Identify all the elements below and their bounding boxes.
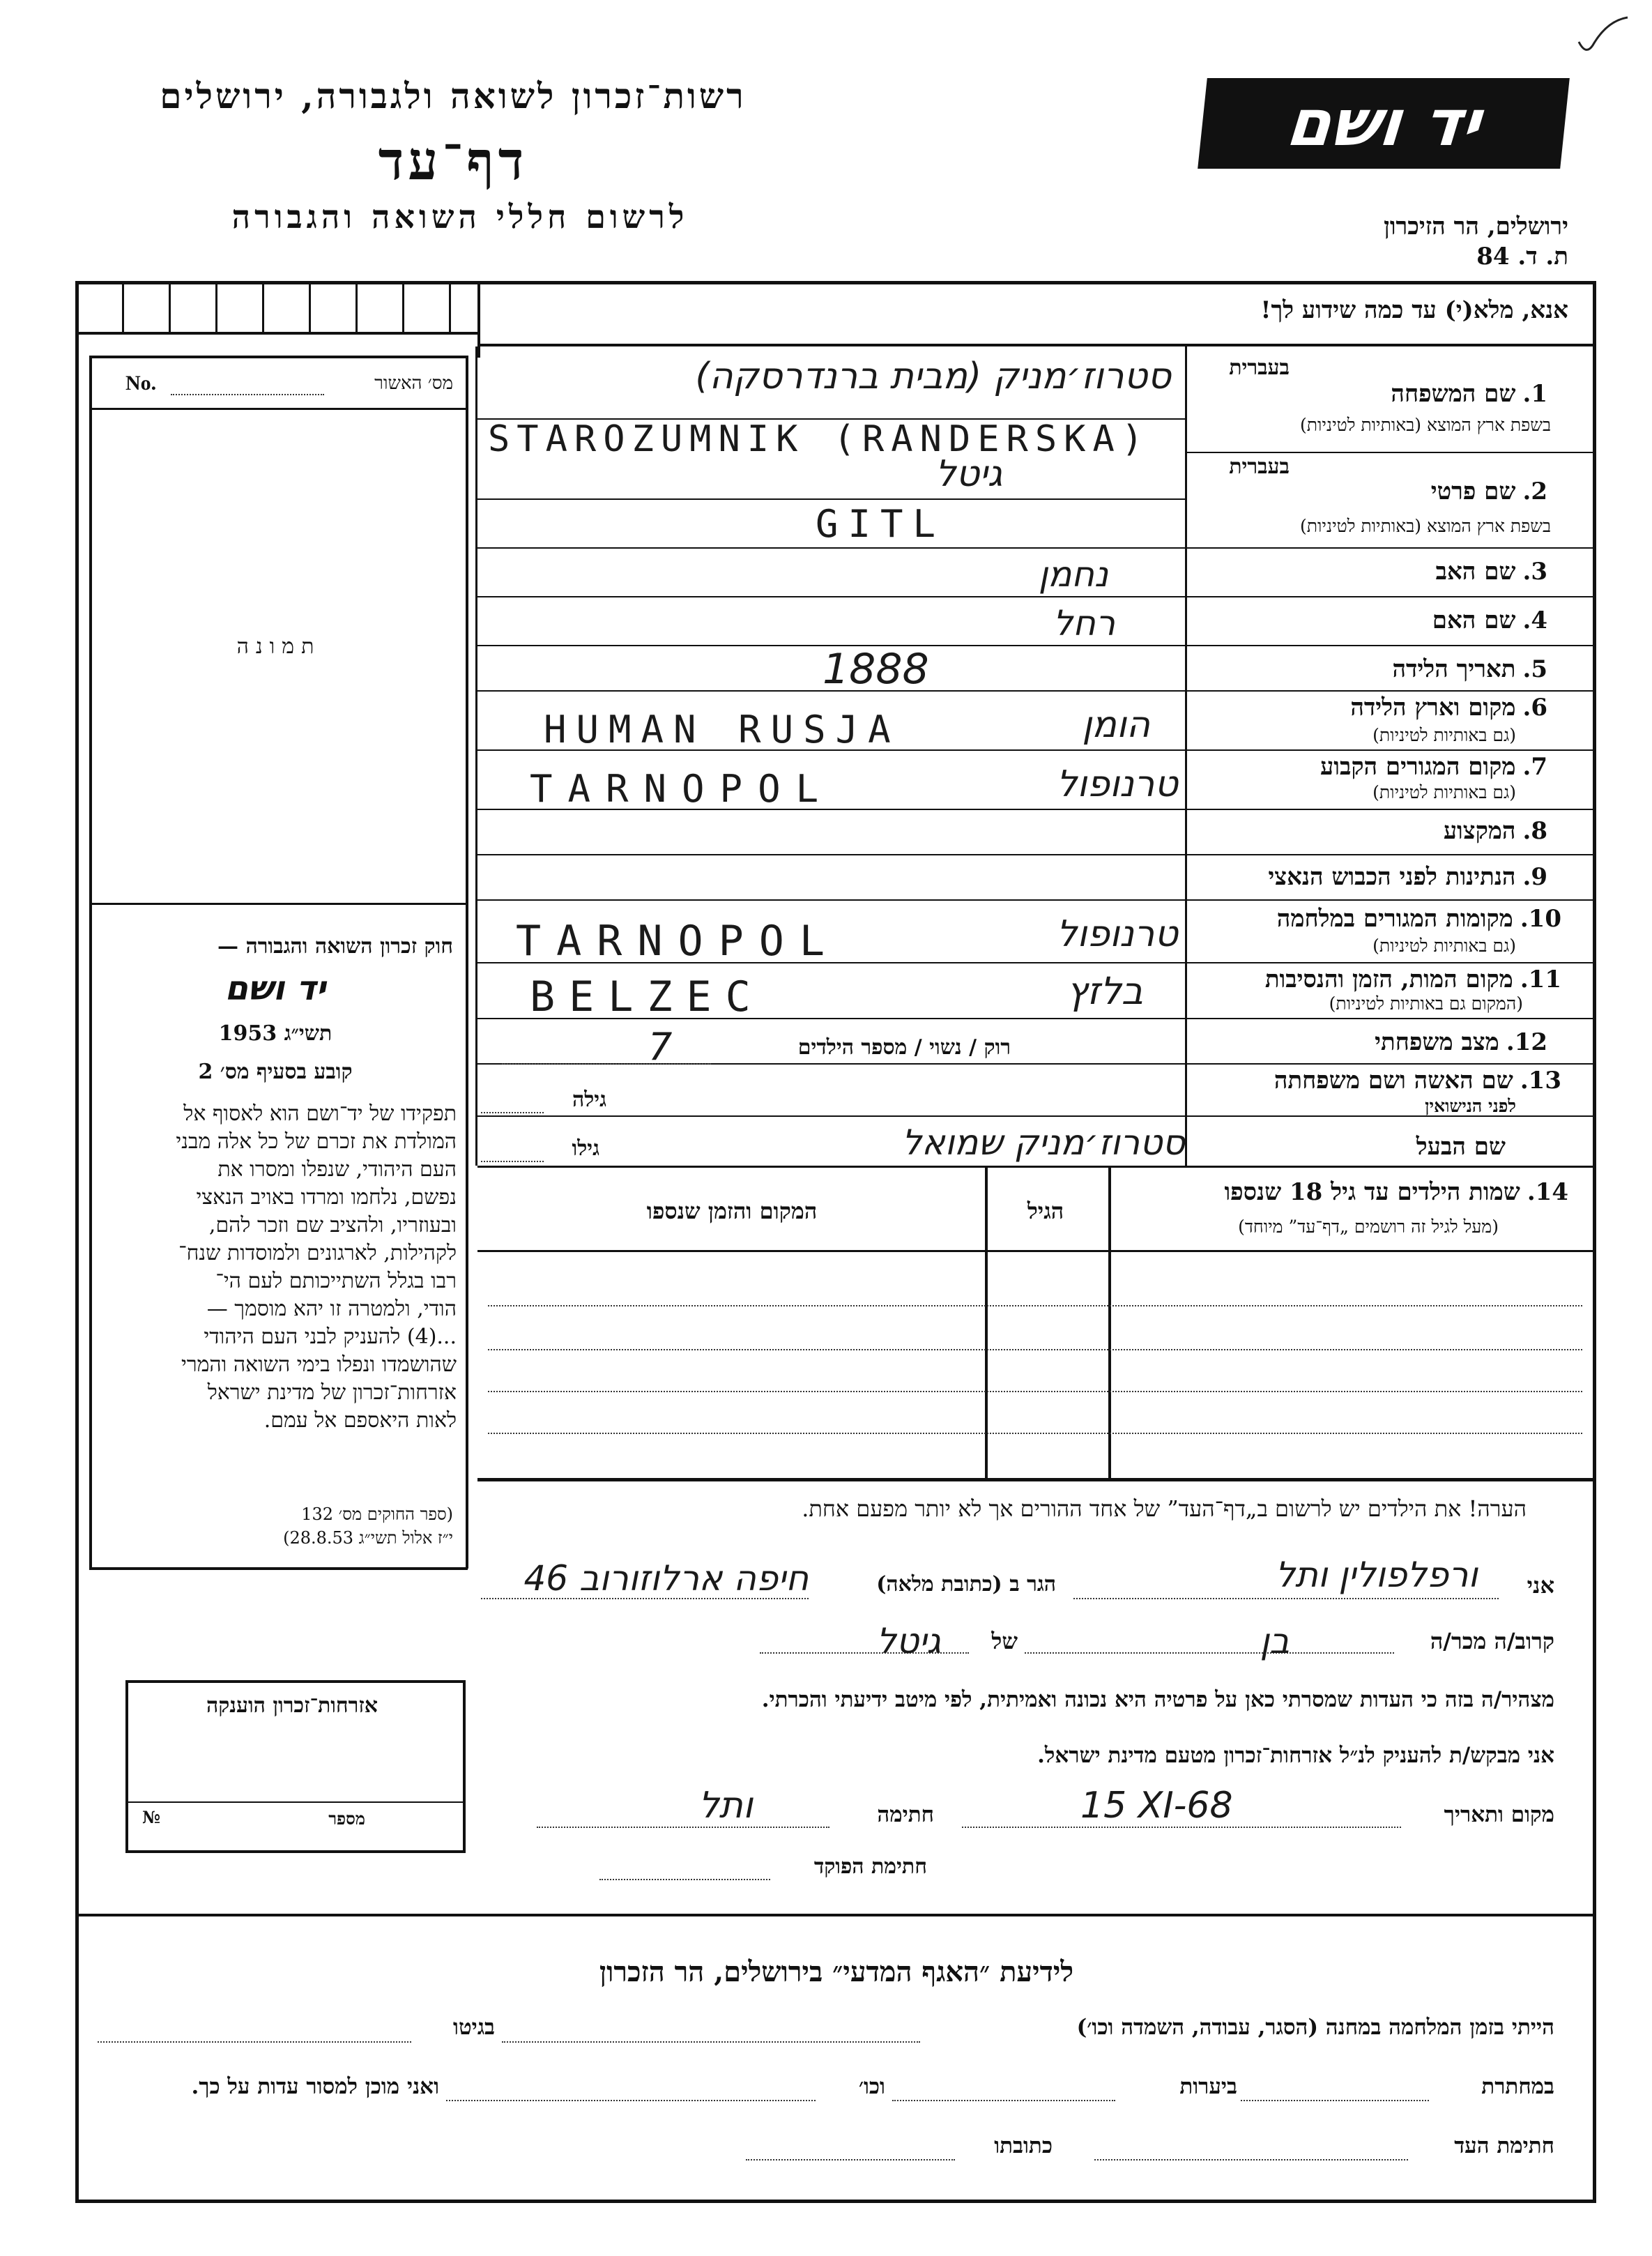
law-text-line: המולדת את זכרם של כל אלה מבני [176,1129,457,1154]
field-11-label [1192,966,1561,993]
handwritten-witness-address: חיפה ארלוזורוב 46 [523,1558,809,1599]
field-6-sub: (גם באותיות לטיניות) [1372,725,1516,745]
handwritten-given-latin: GITL [816,502,946,546]
handwritten-children-count: 7 [648,1025,673,1069]
law-text-line: אזרחות־זכרון של מדינת ישראל [207,1380,457,1405]
field-1-label [1199,380,1547,408]
field-2-label [1199,478,1547,505]
field-14-sub: (מעל לגיל זה רושמים „דף־עד” מיוחד) [1238,1217,1499,1237]
bottom-line-2-willing: ואני מוכן למסור עדות על כך. [191,2074,439,2099]
field-14-label [1108,1178,1568,1206]
field-11-sub: (המקום גם באותיות לטיניות) [1329,993,1523,1014]
handwritten-death-place-latin: BELZEC [530,973,765,1021]
declaration-line-1: מצהיר/ה בזה כי העדות שמסרתי כאן על פרטיה היא נכונה ואמיתית, לפי מיטב ידיעתי והכרתי. [761,1687,1554,1712]
bottom-line-1-camp: הייתי בזמן המלחמה במחנה (הסגר, עבודה, השמדה וכו׳) [1076,2015,1554,2040]
handwritten-father: נחמן [1038,554,1108,595]
law-text [94,1100,457,1435]
law-clause: קובע בסעיף מס׳ 2 [198,1060,353,1084]
handwritten-war-residence-hebrew: טרנופול [1056,913,1178,955]
bottom-line-1-ghetto: בגיטו [453,2015,495,2040]
age-label-wife: גילה [572,1088,606,1112]
law-text-line: לקהילות, לארגונים ולמוסדות שנח־ [178,1241,457,1265]
law-text-line: שהושמדו ונפלו בימי השואה והמרי [181,1352,457,1377]
field-2-name: שם פרטי [1430,478,1516,505]
citizenship-title: אזרחות־זכרון הוענקה [206,1693,378,1718]
field-3-label [1199,558,1547,586]
field-13-number: 13. [1520,1067,1561,1095]
handwritten-witness-name: ורפלפולין ותל [1275,1555,1478,1595]
field-1-hebrew-note: בעברית [1229,356,1290,380]
field-7-sub: (גם באותיות לטיניות) [1372,782,1516,802]
field-12-number: 12. [1506,1028,1547,1056]
field-9-label [1192,863,1547,891]
marital-options: רוק / נשוי / מספר הילדים [797,1035,1011,1060]
handwritten-date: 15 XI-68 [1080,1785,1233,1827]
handwritten-death-place-hebrew: בלזץ [1066,969,1143,1013]
handwritten-birth-place-latin: HUMAN RUSJA [544,708,901,752]
field-1-name: שם המשפחה [1391,380,1516,408]
law-text-line: תפקידו של יד־ושם הוא לאסוף אל [183,1102,457,1126]
address: ירושלים, הר הזיכרון [1384,213,1568,241]
handwritten-witness-relation: בן [1260,1621,1290,1661]
field-8-label [1199,817,1547,845]
field-14-name: שמות הילדים עד גיל 18 שנספו [1224,1178,1520,1206]
field-1-sub: בשפת ארץ המוצא (באותיות לטיניות) [1300,415,1551,435]
handwritten-signature: ותל [698,1785,753,1827]
field-9-name: הנתינות לפני הכבוש הנאצי [1268,863,1516,891]
field-14-number: 14. [1527,1178,1568,1206]
field-13-sub: לפני הנישואין [1425,1096,1516,1116]
field-11-number: 11. [1520,966,1561,993]
field-5-label [1199,655,1547,683]
declaration-line-2: אני מבקש/ת להעניק לנ״ל אזרחות־זכרון מטעם מדינת ישראל. [1037,1743,1554,1768]
field-10-label [1192,905,1561,933]
field-5-number: 5. [1522,655,1547,683]
field-3-number: 3. [1522,558,1547,586]
field-1-number: 1. [1522,380,1547,408]
field-11-name: מקום המות, הזמן והנסיבות [1264,966,1513,993]
handwritten-residence-latin: TARNOPOL [530,767,834,811]
yad-vashem-logo: יד ושם [1198,78,1570,169]
field-7-label [1199,753,1547,781]
field-10-sub: (גם באותיות לטיניות) [1372,936,1516,956]
bottom-line-2-etc: וכו׳ [858,2074,885,2099]
form-subtitle: לרשום חללי השואה והגבורה [231,198,689,236]
field-12-name: מצב משפחתי [1375,1028,1499,1056]
field-8-name: המקצוע [1443,817,1516,845]
law-year: תשי״ג 1953 [218,1021,332,1046]
law-reference-1: (ספר החוקים מס׳ 132 [301,1504,453,1524]
handwritten-war-residence-latin: TARNOPOL [516,917,840,966]
husband-name-label: שם הבעל [1416,1133,1506,1161]
field-6-number: 6. [1522,694,1547,722]
law-text-line: ...(4) להעניק לבני העם היהודי [204,1325,457,1349]
law-text-line: העם היהודי, שנפלו ומסרו את [217,1157,457,1182]
law-logo: יד ושם [224,969,326,1008]
handwritten-birth-place-hebrew: הומן [1082,704,1150,746]
law-text-line: נפשם, נלחמו ומרדו באויב הנאצי [196,1185,457,1210]
husband-label [1199,1133,1506,1161]
po-box: ת. ד. 84 [1476,243,1568,270]
handwritten-witness-of: גיטל [876,1621,941,1661]
declaration-residing: הגר ב (כתובת מלאה) [876,1572,1056,1596]
declaration-ani: אני [1527,1572,1554,1599]
law-title: חוק זכרון השואה והגבורה — [217,934,453,959]
photo-label: תמונה [236,634,321,659]
handwritten-birth-date: 1888 [823,645,929,694]
witness-signature-label: חתימת העד [1454,2133,1554,2158]
law-text-line: ובעוזריו, ולהציב שם וזכר להם, [208,1213,457,1237]
field-4-label [1199,607,1547,634]
check-mark-icon [1575,14,1631,56]
age-label-husband: גילו [572,1136,599,1161]
place-date-label: מקום ותאריך [1444,1802,1554,1827]
signature-label: חתימה [877,1802,934,1827]
form-title: דף־עד [378,130,528,192]
field-8-number: 8. [1522,817,1547,845]
children-header-age: הגיל [1027,1198,1064,1224]
field-4-number: 4. [1522,607,1547,634]
instruction-text: אנא, מלא(י) עד כמה שידוע לך! [1260,296,1568,324]
declaration-relative: קרוב/ה מכר/ה [1430,1628,1554,1654]
handwritten-residence-hebrew: טרנופול [1056,763,1178,805]
law-reference-2: י״ז אלול תשי״ג 28.8.53) [283,1528,453,1548]
field-2-sub: בשפת ארץ המוצא (באותיות לטיניות) [1300,516,1551,536]
bottom-line-2-forests: ביערות [1179,2074,1237,2099]
field-6-label [1199,694,1547,722]
field-13-name: שם האשה ושם משפחתה [1274,1067,1513,1095]
field-7-name: מקום המגורים הקבוע [1320,753,1516,781]
notice-text: הערה! את הילדים יש לרשום ב„דף־העד” של אחד ההורים אך לא יותר מפעם אחת. [802,1495,1527,1522]
handwritten-husband-name: סטרוז׳מניק שמואל [901,1122,1185,1163]
declaration-of: של [991,1628,1018,1654]
citizenship-number-label: מספר [328,1808,365,1829]
field-10-number: 10. [1520,905,1561,933]
registration-label: מס׳ האשור [374,373,453,394]
field-13-label [1192,1067,1561,1095]
field-2-number: 2. [1522,478,1547,505]
field-10-name: מקומות המגורים במלחמה [1276,905,1513,933]
field-4-name: שם האם [1432,607,1516,634]
witness-address-label: כתובתו [994,2133,1053,2158]
handwritten-surname-latin: STAROZUMNIK (RANDERSKA) [488,418,1151,460]
law-text-line: לאות היאספם אל עמם. [263,1408,457,1433]
citizenship-box [125,1680,466,1853]
field-5-name: תאריך הלידה [1392,655,1516,683]
field-2-hebrew-note: בעברית [1229,455,1290,479]
field-12-label [1199,1028,1547,1056]
law-text-line: רבו בגלל השתייכותם לעם הי־ [215,1269,457,1293]
registration-no-label: No. [125,372,157,395]
field-9-number: 9. [1522,863,1547,891]
field-7-number: 7. [1522,753,1547,781]
field-6-name: מקום וארץ הלידה [1350,694,1516,722]
officer-signature-label: חתימת הפוקד [813,1854,927,1879]
bottom-title: לידיעת ״האגף המדעי״ בירושלים, הר הזכרון [599,1956,1074,1988]
handwritten-mother: רחל [1053,603,1115,643]
law-text-line: הודי, ולמטרה זו יהא מוסמך — [206,1297,457,1321]
bottom-line-2-underground: במחתרת [1481,2074,1554,2099]
handwritten-surname-hebrew: סטרוז׳מניק (מבית ברנדרסקה) [695,356,1171,397]
children-header-place: המקום והזמן שנספו [646,1198,818,1224]
field-3-name: שם האב [1435,558,1516,586]
authority-title: רשות־זכרון לשואה ולגבורה, ירושלים [160,75,747,116]
handwritten-given-hebrew: גיטל [935,453,1003,495]
citizenship-no-label: № [142,1807,161,1827]
